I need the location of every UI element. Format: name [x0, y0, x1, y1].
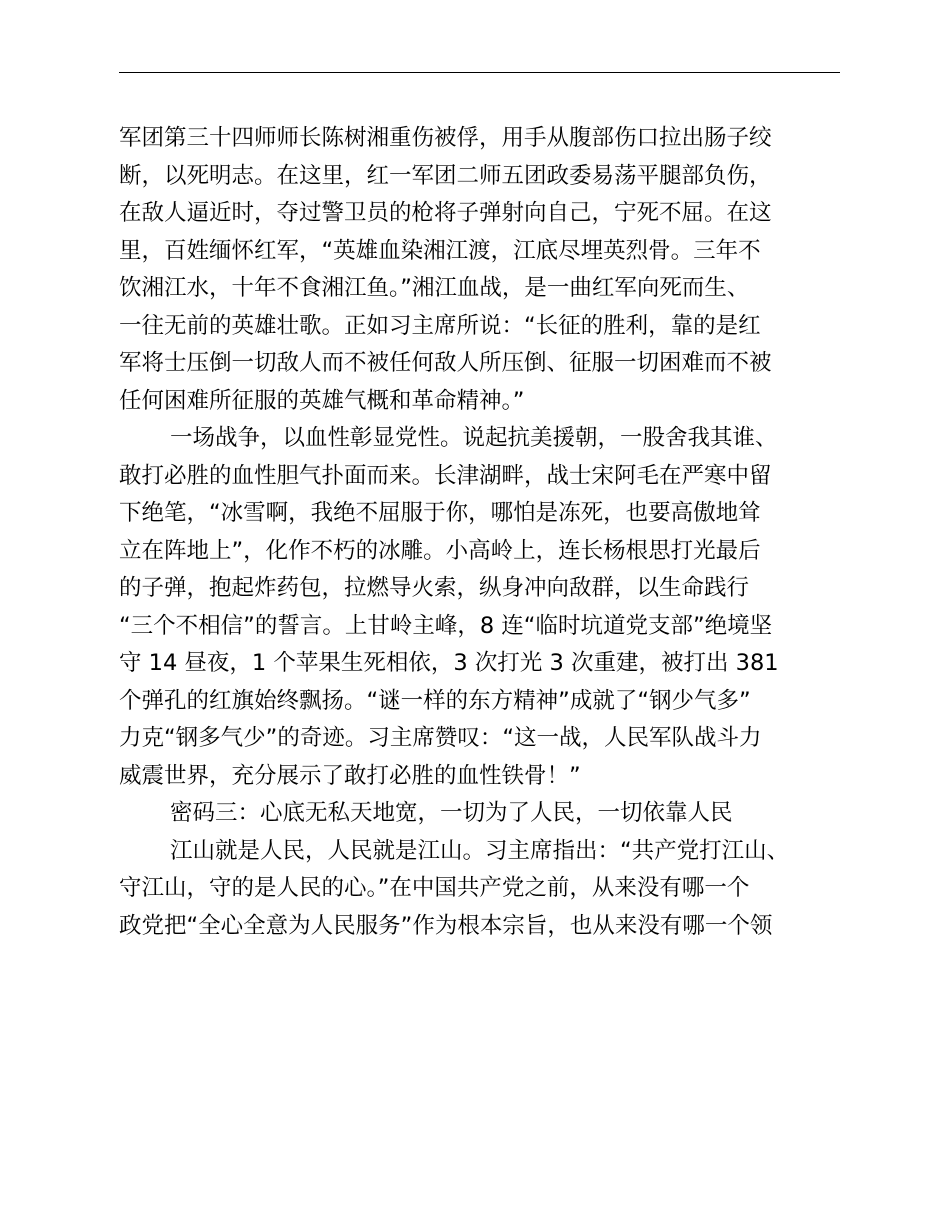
- text-line: 威震世界，充分展示了敢打必胜的血性铁骨！”: [119, 762, 581, 789]
- document-body: [119, 120, 840, 945]
- text-line: 敢打必胜的血性胆气扑面而来。长津湖畔，战士宋阿毛在严寒中留: [119, 462, 772, 489]
- text-line: 力克“钢多气少”的奇迹。习主席赞叹：“这一战，人民军队战斗力: [119, 725, 762, 751]
- text-line: 守 14 昼夜，1 个苹果生死相依，3 次打光 3 次重建，被打出 381: [119, 650, 779, 676]
- text-line: 个弹孔的红旗始终飘扬。“谜一样的东方精神”成就了“钢少气多”: [119, 687, 751, 714]
- text-line: 断，以死明志。在这里，红一军团二师五团政委易荡平腿部负伤，: [119, 162, 772, 189]
- text-line: 的子弹，抱起炸药包，拉燃导火索，纵身冲向敌群，以生命践行: [119, 575, 750, 601]
- text-line: 军将士压倒一切敌人而不被任何敌人所压倒、征服一切困难而不被: [119, 350, 772, 376]
- header-rule: [119, 72, 840, 73]
- paragraph-start-line: 江山就是人民，人民就是江山。习主席指出：“共产党打江山、: [170, 837, 790, 864]
- section-heading: 密码三：心底无私天地宽，一切为了人民，一切依靠人民: [170, 800, 733, 826]
- paragraph-start-line: 一场战争，以血性彰显党性。说起抗美援朝，一股舍我其谁、: [170, 425, 778, 451]
- text-line: 下绝笔，“冰雪啊，我绝不屈服于你，哪怕是冻死，也要高傲地耸: [119, 500, 761, 526]
- text-line: 立在阵地上”，化作不朽的冰雕。小高岭上，连长杨根思打光最后: [119, 537, 761, 564]
- text-line: 在敌人逼近时，夺过警卫员的枪将子弹射向自己，宁死不屈。在这: [119, 200, 772, 226]
- text-line: 任何困难所征服的英雄气概和革命精神。”: [119, 387, 525, 414]
- text-line: 守江山，守的是人民的心。”在中国共产党之前，从来没有哪一个: [119, 875, 750, 901]
- text-line: 饮湘江水，十年不食湘江鱼。”湘江血战，是一曲红军向死而生、: [119, 275, 750, 301]
- text-line: “三个不相信”的誓言。上甘岭主峰，8 连“临时坑道党支部”绝境坚: [119, 612, 773, 639]
- text-line: 一往无前的英雄壮歌。正如习主席所说：“长征的胜利，靠的是红: [119, 312, 761, 339]
- text-line: 政党把“全心全意为人民服务”作为根本宗旨，也从来没有哪一个领: [119, 912, 773, 939]
- text-line: 里，百姓缅怀红军，“英雄血染湘江渡，江底尽埋英烈骨。三年不: [119, 237, 761, 264]
- text-line: 军团第三十四师师长陈树湘重伤被俘，用手从腹部伤口拉出肠子绞: [119, 125, 772, 151]
